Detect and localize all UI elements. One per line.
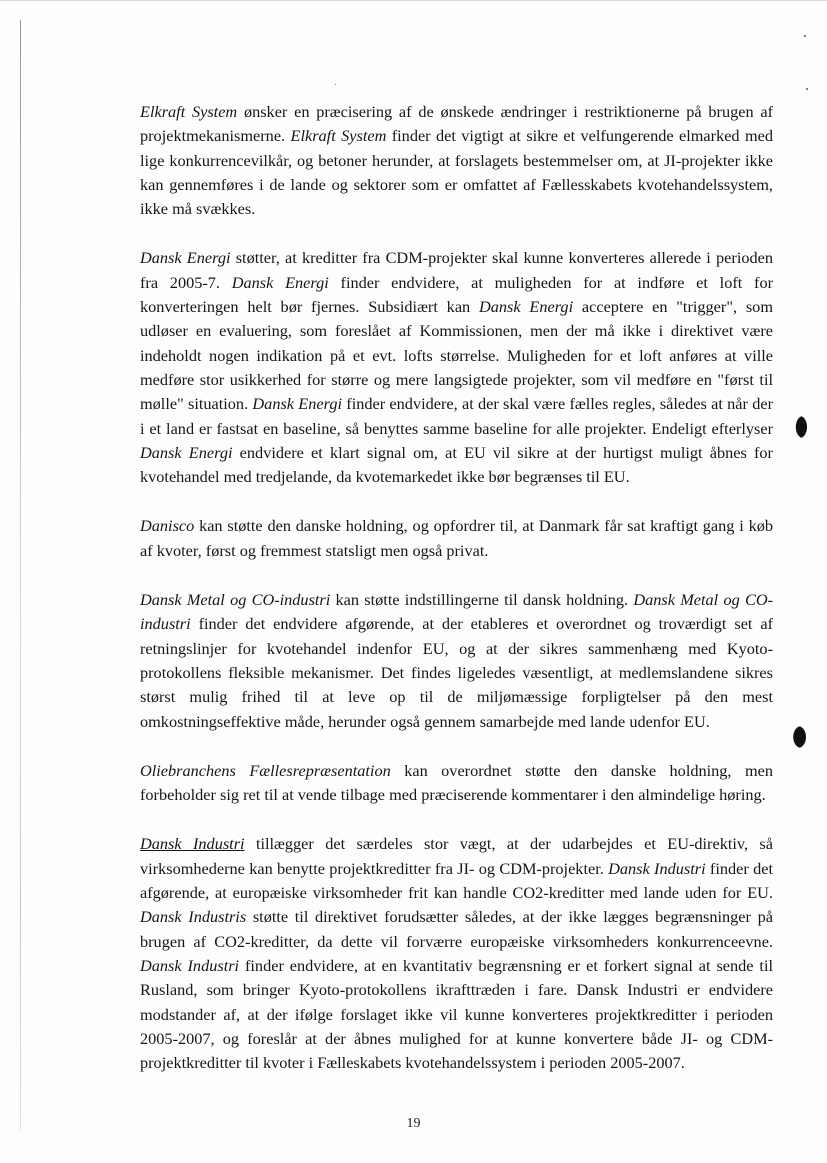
organisation-name: Oliebranchens Fællesrepræsentation [140,760,391,780]
organisation-name: Dansk Industris [140,907,247,927]
paragraph-text: støtter, at kreditter fra CDM-projekter skal kunne konverteres allerede i perioden fra 2005-7. [140,248,773,292]
organisation-name: Dansk Industri [140,834,245,854]
scan-speck [806,88,808,90]
paragraph-dansk-industri [140,832,773,1075]
paragraph-dansk-energi [140,246,773,489]
paragraph-text: tillægger det særdeles stor vægt, at der udarbejdes et EU-direktiv, så virksomhederne kan benytte projektkreditter fra JI- og CDM-projekter. [140,834,773,878]
scan-edge-top [0,0,827,1]
organisation-name: Dansk Metal og CO-industri [140,590,331,610]
paragraph-dansk-metal [140,588,773,734]
paragraph-text: finder endvidere, at en kvantitativ begrænsning er et forkert signal at sende til Rusland, som bringer Kyoto-protokollens ikrafttræden i fare. Dansk Industri er endvidere modstander af, at der ifølge forslaget ikke vil kunne konverteres projektkreditter i perioden 2005-2007, og foreslår at der åbnes mulighed for at kunne konvertere både JI- og CDM-projektkreditter til kvoter i Fælleskabets kvotehandelssystem i perioden 2005-2007. [140,955,773,1073]
organisation-name: Dansk Energi [140,442,233,462]
organisation-name: Elkraft System [290,126,387,146]
paragraph-text: ønsker en præcisering af de ønskede ændringer i restriktionerne på brugen af projektmekanismerne. [140,102,773,146]
scan-speck [804,35,806,37]
organisation-name: Dansk Energi [478,297,574,317]
paragraph-text: kan støtte den danske holdning, og opfordrer til, at Danmark får sat kraftigt gang i køb af kvoter, først og fremmest statsligt men også privat. [140,516,773,560]
organisation-name: Dansk Energi [231,272,329,292]
paragraph-text: finder endvidere, at der skal være fælles regles, således at når der i et land er fastsat en baseline, så benyttes samme baseline for alle projekter. Endeligt efterlyser [140,394,773,438]
paragraph-text: finder det vigtigt at sikre et velfungerende elmarked med lige konkurrencevilkår, og betoner herunder, at forslagets bestemmelser om, at JI-projekter ikke kan gennemføres i de lande og sektorer som er omfattet af Fællesskabets kvotehandelssystem, ikke må svækkes. [140,126,773,219]
paragraph-danisco [140,514,773,563]
paragraph-text: endvidere et klart signal om, at EU vil sikre at der hurtigst muligt åbnes for kvotehandel med tredjelande, da kvotemarkedet ikke bør begrænses til EU. [140,442,773,487]
organisation-name: Dansk Industri [140,955,240,975]
paragraph-text: finder det afgørende, at europæiske virksomheder frit kan handle CO2-kreditter med lande uden for EU. [140,858,773,903]
paragraph-text: kan støtte indstillingerne til dansk holdning. [330,590,634,610]
text-column [140,100,773,1100]
organisation-name: Dansk Industri [608,858,706,878]
punch-hole-mark [790,726,806,748]
paragraph-text: finder det endvidere afgørende, at der etableres et overordnet og troværdigt set af retningslinjer for kvotehandel indenfor EU, og at der sikres sammenhæng med Kyoto-protokollens fleksible mekanismer. Det findes ligeledes væsentligt, at medlemslandene sikres størst mulig frihed til at leve op til de miljømæssige forpligtelser på den mest omkostningseffektive måde, herunder også gennem samarbejde med lande udenfor EU. [140,614,773,731]
organisation-name: Dansk Energi [140,248,231,268]
paragraph-oliebranchen [140,759,773,808]
paragraph-text: finder endvidere, at muligheden for at indføre et loft for konverteringen helt bør fjernes. Subsidiært kan [140,272,773,317]
page-number: 19 [406,1116,421,1131]
organisation-name: Elkraft System [140,102,238,121]
organisation-name: Danisco [140,516,195,536]
organisation-name: Dansk Metal og CO-industri [140,590,774,634]
paragraph-text: acceptere en "trigger", som udløser en evaluering, som foreslået af Kommissionen, men der må ikke i direktivet være indeholdt nogen indikation på et evt. lofts størrelse. Muligheden for et loft anføres at ville medføre stor usikkerhed for større og mere langsigtede projekter, som vil medføre en "først til mølle" situation. [140,297,773,414]
paragraph-text: støtte til direktivet forudsætter således, at der ikke lægges begrænsninger på brugen af CO2-kreditter, da dette vil forværre europæiske virksomheders konkurrenceevne. [140,907,773,951]
paragraph-text: kan overordnet støtte den danske holdning, men forbeholder sig ret til at vende tilbage med præciserende kommentarer i den almindelige høring. [140,760,773,805]
paragraph-elkraft [140,100,773,221]
scan-speck [335,84,336,85]
scan-edge-left [20,20,21,1130]
organisation-name: Dansk Energi [252,394,343,414]
punch-hole-mark [793,416,807,438]
